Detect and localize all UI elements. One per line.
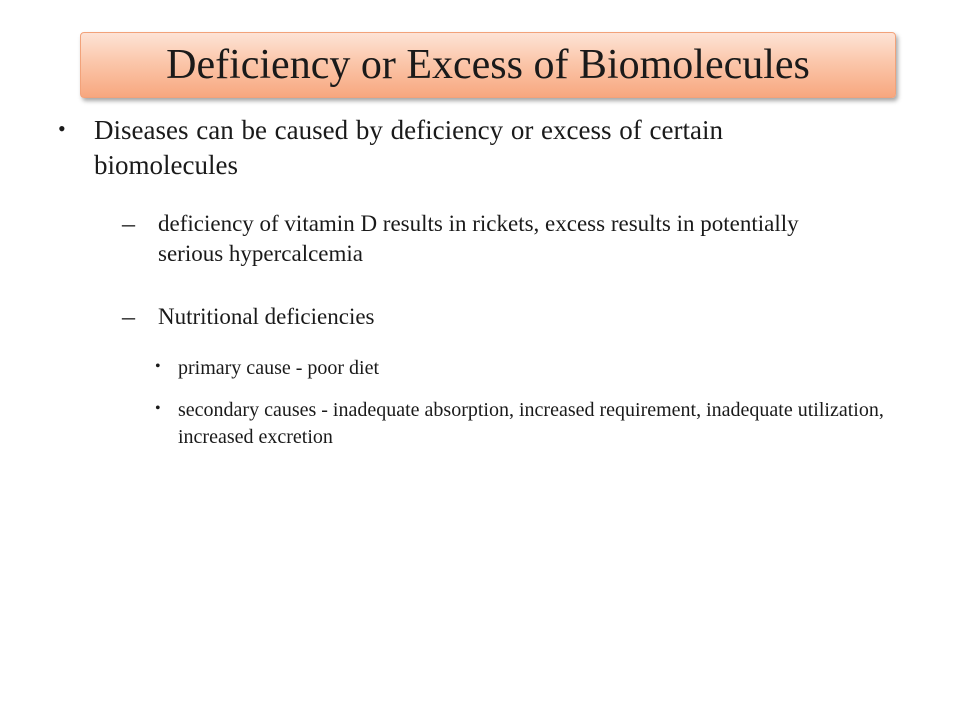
bullet-level-1 [58, 113, 858, 183]
bullet-text: Nutritional deficiencies [158, 304, 375, 329]
bullet-text: secondary causes - inadequate absorption, increased requirement, inadequate utilization, increased excretion [178, 399, 884, 448]
slide-title: Deficiency or Excess of Biomolecules [166, 42, 810, 88]
bullet-level-3 [155, 355, 915, 382]
dash-icon: – [122, 302, 135, 331]
bullet-level-2 [122, 209, 842, 269]
bullet-text: Diseases can be caused by deficiency or excess of certain biomolecules [94, 115, 723, 181]
bullet-dot-icon: • [155, 358, 161, 375]
bullet-dot-icon: • [155, 400, 161, 417]
dash-icon: – [122, 209, 135, 238]
bullet-dot-icon: • [58, 116, 66, 141]
bullet-level-2 [122, 302, 842, 334]
bullet-level-3 [155, 397, 915, 451]
bullet-text: deficiency of vitamin D results in rickets, excess results in potentially serious hypercalcemia [158, 211, 799, 266]
bullet-text: primary cause - poor diet [178, 357, 380, 379]
